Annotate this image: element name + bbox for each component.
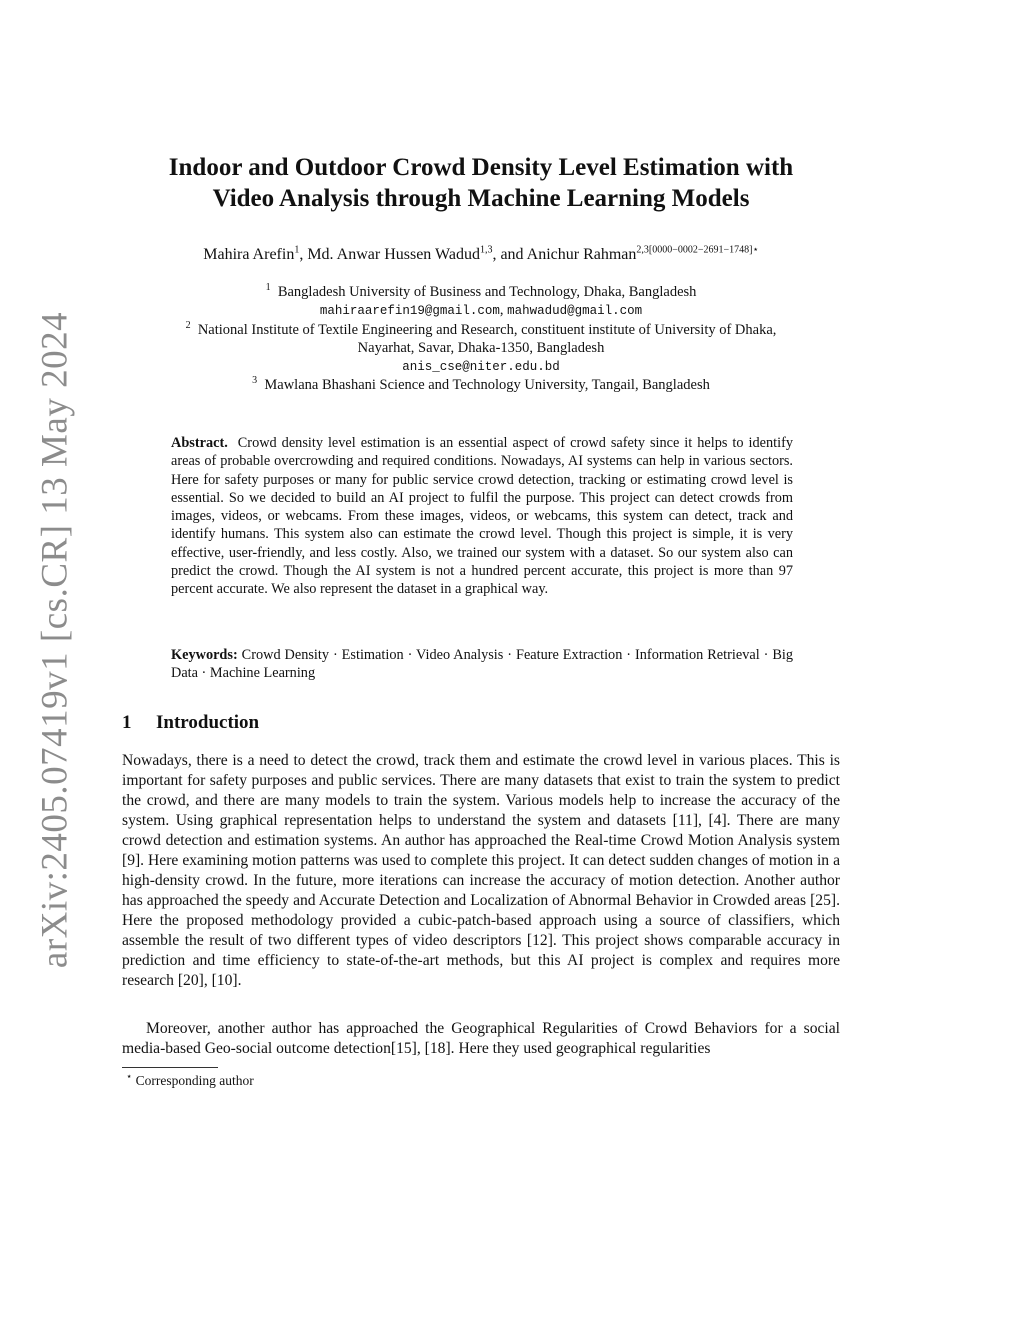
affiliations	[120, 283, 842, 395]
author-affiliation-mark: 1	[294, 244, 300, 256]
footnote-text: Corresponding author	[135, 1073, 254, 1088]
email-link[interactable]: mahwadud@gmail.com	[507, 304, 643, 319]
author-name: Anichur Rahman	[526, 246, 637, 263]
affiliation-mark: 2	[185, 319, 191, 331]
footnote-mark: ⋆	[126, 1071, 133, 1083]
author-list	[120, 244, 842, 266]
keywords-text: Crowd Density · Estimation · Video Analysis · Feature Extraction · Information Retrieval · Big Data · Machine Learning	[171, 647, 793, 682]
affiliation-mark: 1	[265, 282, 271, 294]
affiliation-mark: 3	[252, 375, 258, 387]
paper-title	[120, 152, 842, 214]
title-line-1: Indoor and Outdoor Crowd Density Level Estimation with	[168, 154, 794, 181]
arxiv-identifier: arXiv:2405.07419v1 [cs.CR] 13 May 2024	[34, 311, 76, 969]
section-heading	[122, 711, 259, 735]
section-title: Introduction	[156, 712, 260, 733]
affiliation-text: Bangladesh University of Business and Technology, Dhaka, Bangladesh	[277, 284, 697, 300]
affiliation-1	[120, 283, 842, 301]
footnote-divider	[122, 1067, 218, 1068]
author-name: Md. Anwar Hussen Wadud	[307, 246, 480, 263]
author-separator: ,	[299, 246, 308, 263]
affiliation-text: Mawlana Bhashani Science and Technology University, Tangail, Bangladesh	[264, 377, 710, 394]
affiliation-2-email	[120, 357, 842, 376]
section-number: 1	[122, 712, 132, 733]
email-link[interactable]: anis_cse@niter.edu.bd	[402, 360, 560, 375]
affiliation-text: National Institute of Textile Engineering and Research, constituent institute of University of Dhaka,	[197, 321, 777, 338]
email-link[interactable]: mahiraarefin19@gmail.com	[319, 304, 500, 319]
affiliation-2	[120, 321, 842, 339]
author-affiliation-mark: 1,3	[479, 244, 493, 256]
title-line-2: Video Analysis through Machine Learning Models	[212, 185, 750, 212]
affiliation-2-address: Nayarhat, Savar, Dhaka-1350, Bangladesh	[357, 339, 605, 356]
affiliation-3	[120, 376, 842, 394]
author-separator: , and	[492, 246, 527, 263]
keywords	[171, 646, 793, 683]
author-affiliation-mark: 2,3[0000−0002−2691−1748]⋆	[636, 244, 759, 256]
abstract-text: Crowd density level estimation is an essential aspect of crowd safety since it helps to identify areas of probable overcrowding and required conditions. Nowadays, AI systems can help in various sectors. Here for safety purposes or many for public service crowd detection, tracking or estimating crowd level is essential. So we decided to build an AI project to fulfil the purpose. This project can detect crowds from images, videos, or webcams. From these images, videos, or webcams, this system can detect, track and identify humans. This system also can estimate the crowd level. Though this project is simple, it is very effective, user-friendly, and less costly. Also, we trained our system with a dataset. So our system also can predict the crowd. Though the AI system is not a hundred percent accurate, this project is more than 97 percent accurate. We also represent the dataset in a graphical way.	[171, 435, 793, 598]
keywords-label: Keywords:	[171, 647, 238, 663]
body-paragraph: Moreover, another author has approached the Geographical Regularities of Crowd Behaviors for a social media-based Geo-social outcome detection[15], [18]. Here they used geographical regularities	[122, 1020, 840, 1057]
author-name: Mahira Arefin	[203, 246, 295, 263]
abstract-label: Abstract.	[171, 435, 228, 451]
footnote	[126, 1072, 254, 1090]
body-paragraph: Nowadays, there is a need to detect the crowd, track them and estimate the crowd level in various places. This is important for safety purposes and public services. There are many datasets that exist to train the system to predict the crowd, and there are many models to train the system. Various models help to increase the accuracy of the system. Using graphical representation helps to understand the system and datasets [11], [4]. There are many crowd detection and estimation systems. An author has approached the Real-time Crowd Motion Analysis system [9]. Here examining motion patterns was used to complete this project. It can detect sudden changes of motion in a high-density crowd. In the future, more iterations can increase the accuracy of motion detection. Another author has approached the speedy and Accurate Detection and Localization of Abnormal Behavior in Crowded areas [25]. Here the proposed methodology provided a cubic-patch-based approach using a source of classifiers, which assemble the result of two different types of video descriptors [12]. This project shows comparable accuracy in prediction and time efficiency to state-of-the-art methods, but this AI project is complex and requires more research [20], [10].	[122, 752, 840, 989]
affiliation-1-emails	[120, 301, 842, 320]
email-separator: ,	[499, 302, 508, 319]
abstract	[171, 434, 793, 599]
